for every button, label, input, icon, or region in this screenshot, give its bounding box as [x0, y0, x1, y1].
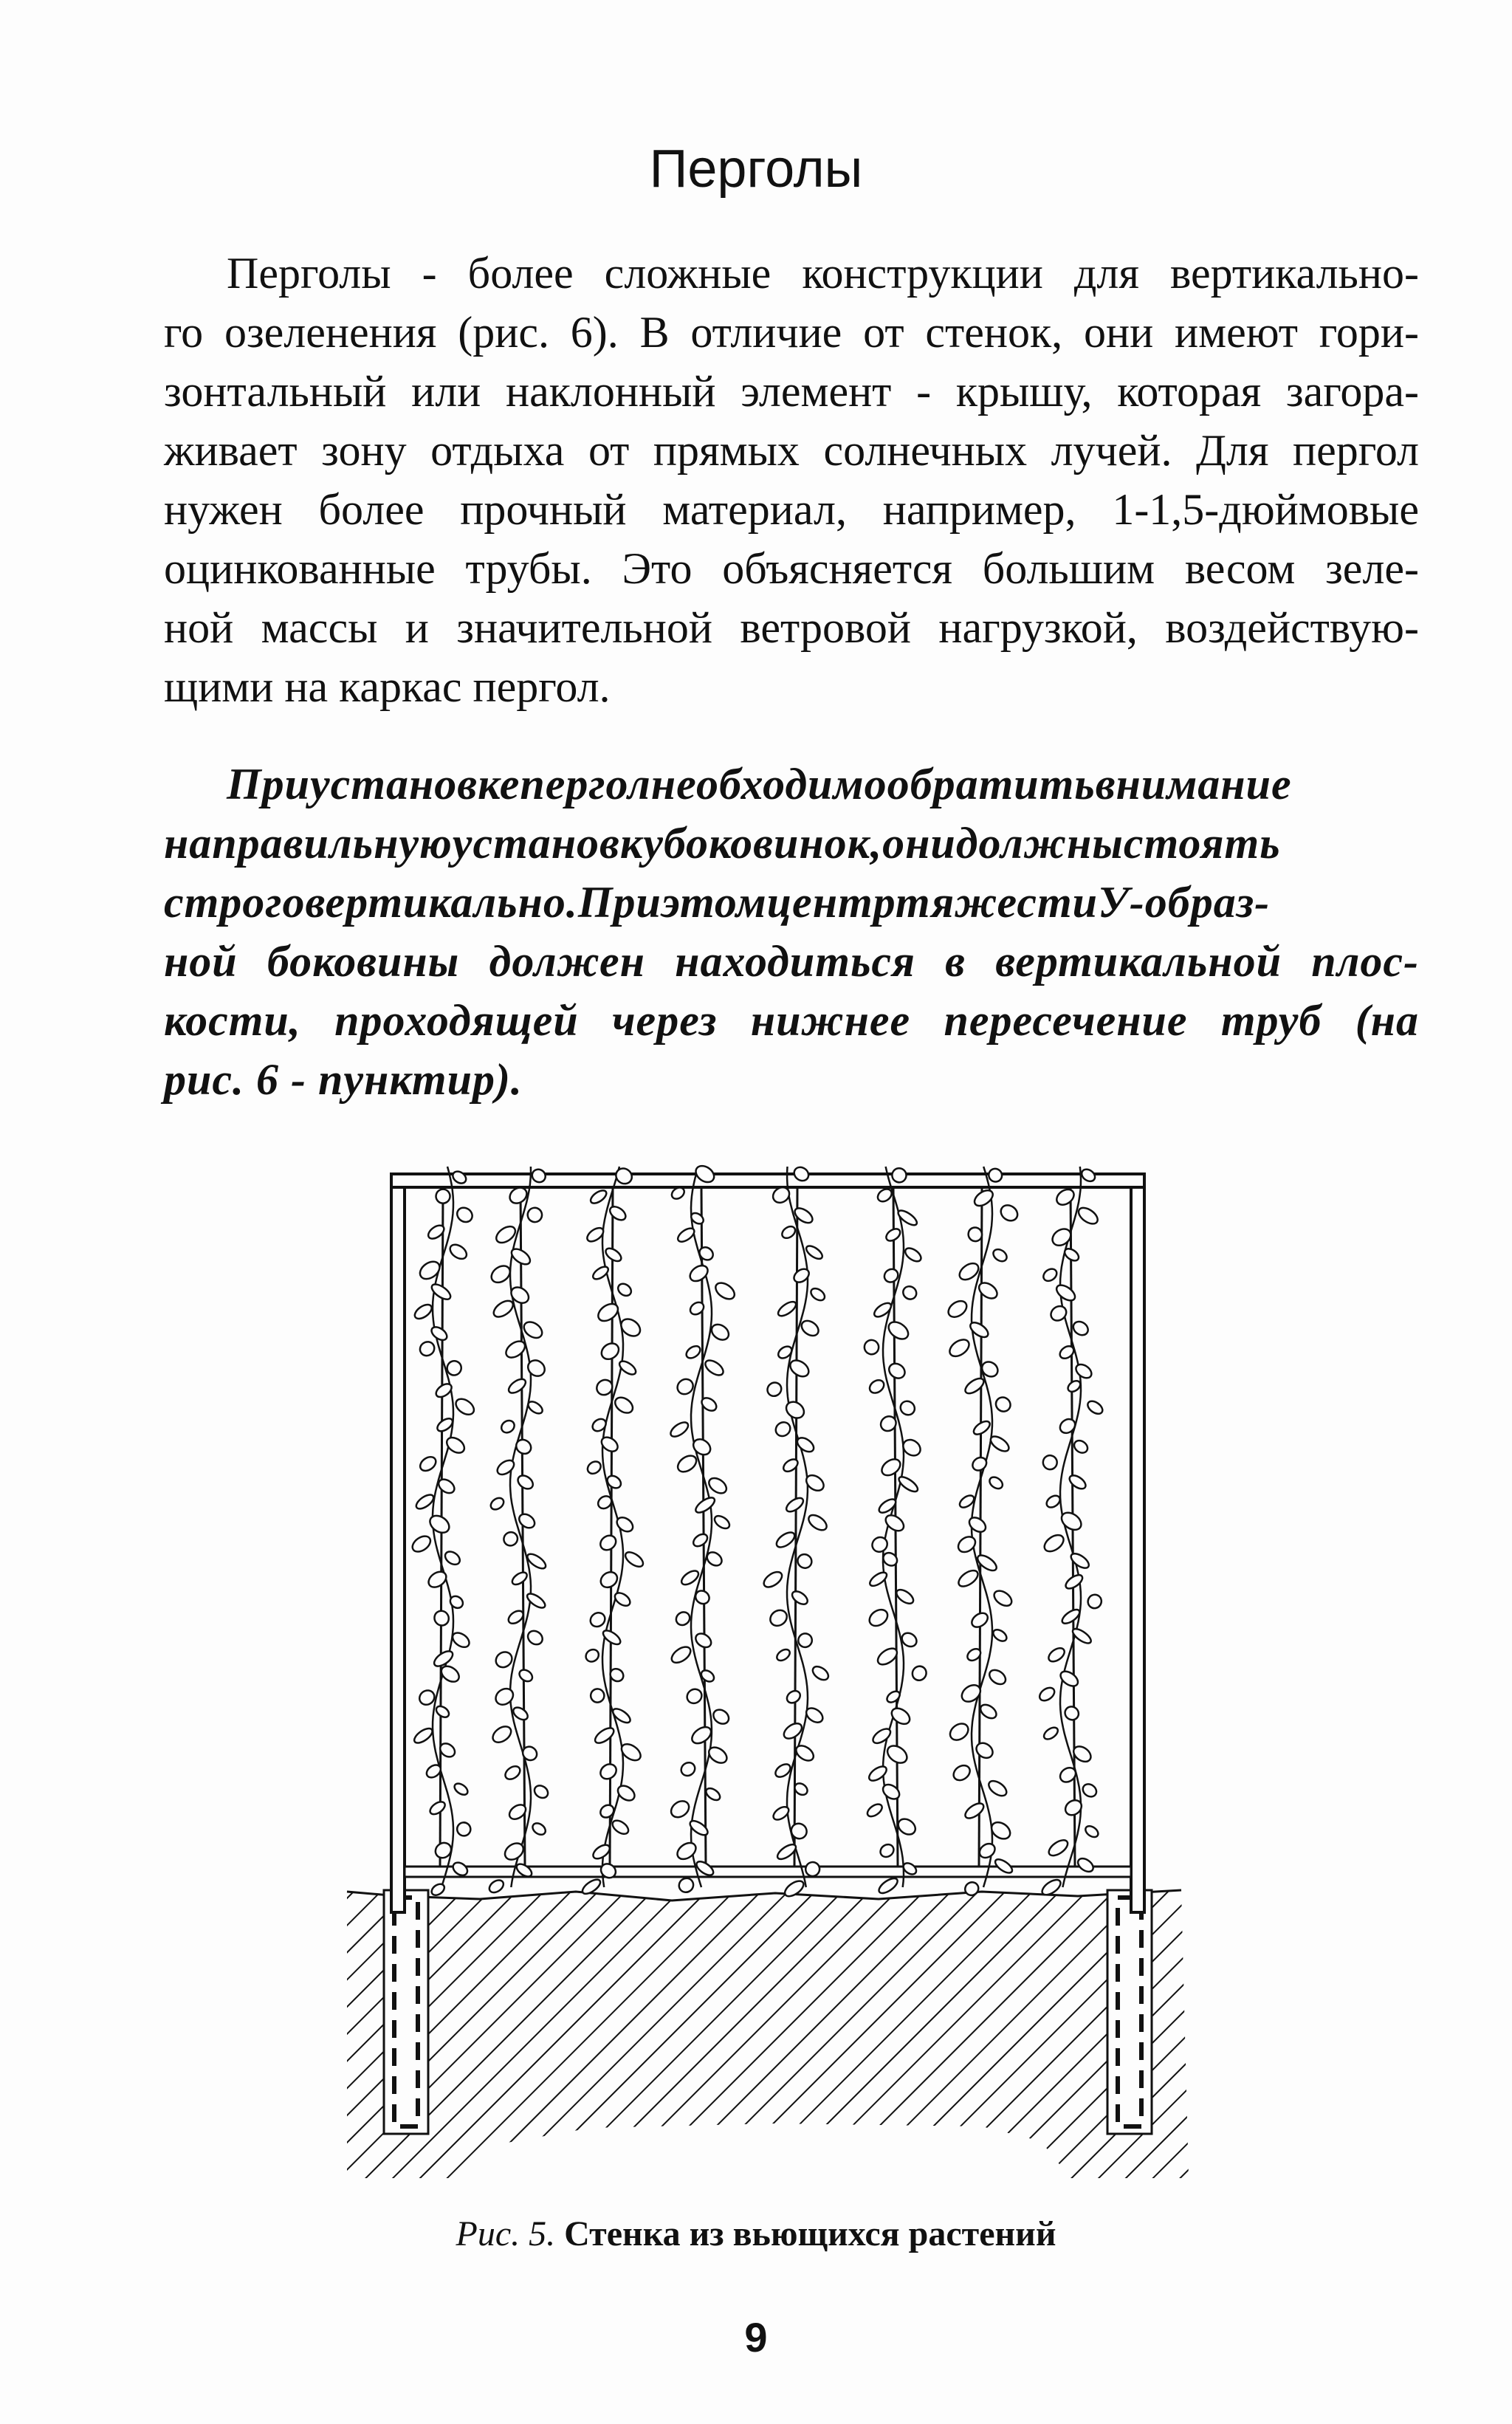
- plant-leaf: [885, 1689, 902, 1705]
- plant-leaf: [987, 1667, 1008, 1687]
- plant-leaf: [488, 1263, 513, 1286]
- plant-leaf: [1037, 1685, 1056, 1703]
- plant-leaf: [613, 1590, 633, 1608]
- plant-leaf: [493, 1649, 515, 1670]
- plant-leaf: [711, 1707, 732, 1727]
- plant-leaf: [986, 1778, 1009, 1799]
- climbing-plants: [410, 1163, 1105, 1900]
- plant-leaf: [453, 1395, 477, 1418]
- plant-leaf: [598, 1569, 620, 1590]
- figure-climbing-plant-wall: [332, 1152, 1203, 2178]
- plant-leaf: [787, 1357, 811, 1380]
- plant-leaf: [616, 1281, 633, 1298]
- plant-leaf: [595, 1300, 621, 1325]
- plant-leaf: [598, 1802, 616, 1820]
- plant-leaf: [963, 1376, 986, 1396]
- plant-leaf: [599, 1340, 622, 1362]
- plant-leaf: [1062, 1246, 1081, 1263]
- paragraph-pergolas: [164, 244, 1419, 716]
- plant-leaf: [885, 1319, 911, 1342]
- plant-leaf: [811, 1664, 831, 1682]
- plant-leaf: [963, 1801, 986, 1822]
- plant-leaf: [429, 1325, 449, 1343]
- text-line: ной массы и значительной ветровой нагрузкой, воздействую-: [164, 603, 1419, 652]
- plant-leaf: [870, 1534, 890, 1555]
- plant-leaf: [989, 1434, 1011, 1455]
- plant-leaf: [673, 1610, 692, 1628]
- plant-leaf: [418, 1454, 439, 1473]
- text-line: живает зону отдыха от прямых солнечных лучей. Для пергол: [164, 426, 1419, 475]
- plant-leaf: [434, 1381, 454, 1400]
- plant-leaf: [898, 1398, 917, 1418]
- plant-leaf: [992, 1587, 1014, 1609]
- plant-leaf: [514, 1437, 534, 1457]
- plant-leaf: [676, 1875, 696, 1895]
- plant-leaf: [1080, 1782, 1099, 1799]
- plant-leaf: [761, 1569, 785, 1590]
- text-line: зонтальный или наклонный элемент - крышу, которая загора-: [164, 367, 1419, 416]
- text-line: строговертикально.ПриэтомцентртяжестиУ-образ-: [164, 878, 1271, 927]
- plant-leaf: [1054, 1187, 1076, 1208]
- figure-caption: [0, 2214, 1512, 2254]
- plant-leaf: [788, 1821, 810, 1842]
- plant-leaf: [697, 1245, 715, 1263]
- plant-leaf: [993, 1395, 1013, 1415]
- plant-leaf: [526, 1399, 545, 1415]
- plant-leaf: [492, 1686, 516, 1709]
- caption-ref: Рис. 5.: [456, 2214, 565, 2253]
- plant-leaf: [510, 1570, 529, 1587]
- paragraph-installation-note: [164, 755, 1419, 1109]
- plant-leaf: [1076, 1205, 1100, 1227]
- plant-leaf: [693, 1495, 717, 1516]
- plant-leaf: [588, 1610, 608, 1630]
- plant-leaf: [884, 1226, 902, 1243]
- plant-leaf: [611, 1706, 633, 1726]
- plant-leaf: [593, 1726, 616, 1746]
- plant-leaf: [903, 1246, 924, 1264]
- plant-leaf: [583, 1647, 601, 1664]
- plant-leaf: [693, 1631, 714, 1650]
- plant-leaf: [998, 1202, 1021, 1223]
- plant-leaf: [588, 1188, 608, 1206]
- plant-leaf: [598, 1761, 619, 1782]
- plant-leaf: [1041, 1266, 1059, 1283]
- plant-leaf: [434, 1704, 451, 1720]
- plant-string: [794, 1187, 797, 1867]
- plant-leaf: [712, 1280, 737, 1302]
- text-line: кости, проходящей через нижнее пересечение труб (на: [164, 996, 1419, 1045]
- plant-leaf: [884, 1743, 910, 1767]
- plant-leaf: [976, 1280, 1000, 1302]
- ground-hatch: [347, 1890, 1189, 2178]
- plant-leaf: [776, 1344, 794, 1360]
- plant-leaf: [1040, 1452, 1059, 1472]
- plant-leaf: [427, 1512, 453, 1537]
- plant-leaf: [987, 1474, 1004, 1491]
- plant-leaf: [623, 1549, 645, 1569]
- plant-leaf: [865, 1802, 884, 1819]
- plant-leaf: [886, 1361, 907, 1381]
- plant-leaf: [785, 1689, 803, 1706]
- plant-leaf: [910, 1664, 929, 1683]
- plant-leaf: [506, 1376, 528, 1395]
- plant-leaf: [765, 1380, 784, 1399]
- plant-leaf: [867, 1764, 889, 1784]
- plant-leaf: [968, 1319, 991, 1339]
- plant-string: [701, 1187, 706, 1867]
- plant-leaf: [491, 1297, 516, 1319]
- plant-leaf: [808, 1286, 826, 1303]
- plant-leaf: [1084, 1824, 1101, 1839]
- plant-leaf: [432, 1648, 456, 1669]
- plant-leaf: [972, 1418, 992, 1437]
- plant-leaf: [588, 1686, 607, 1705]
- plant-leaf: [1085, 1592, 1104, 1611]
- plant-leaf: [794, 1743, 817, 1763]
- plant-leaf: [978, 1702, 999, 1721]
- plant-leaf: [674, 1840, 698, 1863]
- plant-leaf: [991, 1247, 1008, 1264]
- plant-leaf: [518, 1667, 535, 1683]
- text-line: оцинкованные трубы. Это объясняется большим весом зеле-: [164, 544, 1419, 593]
- text-line: Приустановкеперголнеобходимообратитьвнимание: [227, 760, 1292, 808]
- plant-leaf: [795, 1551, 814, 1570]
- plant-leaf: [1046, 1646, 1067, 1664]
- plant-leaf: [707, 1475, 729, 1497]
- text-line: рис. 6 - пунктир).: [164, 1055, 523, 1104]
- plant-leaf: [433, 1187, 453, 1206]
- plant-leaf: [947, 1720, 972, 1743]
- text-line: го озеленения (рис. 6). В отличие от стенок, они имеют гори-: [164, 308, 1419, 357]
- plant-leaf: [608, 1204, 628, 1223]
- plant-leaf: [790, 1589, 810, 1607]
- plant-leaf: [1042, 1532, 1067, 1555]
- plant-leaf: [1062, 1704, 1081, 1723]
- plant-leaf: [776, 1299, 798, 1318]
- plant-leaf: [896, 1816, 918, 1838]
- plant-leaf: [455, 1820, 473, 1838]
- plant-leaf: [668, 1420, 690, 1440]
- plant-leaf: [1046, 1837, 1071, 1858]
- plant-leaf: [503, 1764, 522, 1782]
- plant-leaf: [585, 1459, 603, 1476]
- plant-leaf: [806, 1512, 829, 1533]
- plant-leaf: [610, 1818, 630, 1836]
- plant-leaf: [867, 1607, 891, 1630]
- plant-leaf: [676, 1226, 696, 1244]
- plant-leaf: [509, 1246, 532, 1267]
- plant-leaf: [487, 1878, 506, 1895]
- plant-leaf: [878, 1842, 896, 1860]
- plant-leaf: [867, 1378, 887, 1396]
- plant-leaf: [774, 1530, 797, 1551]
- plant-leaf: [966, 1514, 988, 1534]
- plant-leaf: [704, 1786, 722, 1802]
- plant-leaf: [412, 1726, 435, 1745]
- plant-leaf: [531, 1821, 548, 1837]
- plant-leaf: [591, 1417, 608, 1434]
- plant-leaf: [432, 1608, 452, 1628]
- plant-leaf: [603, 1246, 623, 1263]
- plant-leaf: [799, 1318, 821, 1339]
- plant-leaf: [872, 1300, 893, 1319]
- plant-leaf: [517, 1511, 537, 1531]
- plant-leaf: [712, 1514, 732, 1531]
- plant-leaf: [1071, 1319, 1090, 1338]
- plant-leaf: [515, 1473, 535, 1491]
- plant-leaf: [490, 1723, 515, 1745]
- page-number: 9: [744, 2314, 768, 2361]
- frame-top-bar: [391, 1174, 1144, 1187]
- caption-title: Стенка из вьющихся растений: [564, 2214, 1056, 2253]
- plant-leaf: [889, 1705, 913, 1727]
- plant-leaf: [1073, 1362, 1094, 1381]
- plant-leaf: [612, 1394, 636, 1415]
- frame-right-post: [1131, 1174, 1144, 1912]
- plant-leaf: [447, 1242, 469, 1262]
- plant-leaf: [956, 1568, 980, 1590]
- plant-leaf: [417, 1339, 437, 1359]
- plant-leaf: [951, 1762, 973, 1783]
- plant-leaf: [453, 1781, 470, 1796]
- plant-leaf: [1054, 1283, 1078, 1304]
- plant-leaf: [870, 1726, 893, 1746]
- plant-leaf: [879, 1456, 903, 1479]
- plant-leaf: [804, 1243, 824, 1261]
- plant-leaf: [684, 1686, 704, 1706]
- plant-leaf: [979, 1359, 1000, 1379]
- plant-leaf: [876, 1875, 899, 1896]
- section-heading: Перголы: [649, 140, 863, 199]
- plant-leaf: [691, 1532, 709, 1549]
- plant-leaf: [946, 1298, 970, 1321]
- plant-leaf: [669, 1644, 693, 1666]
- plant-leaf: [1085, 1398, 1104, 1416]
- plant-leaf: [668, 1798, 692, 1821]
- plant-leaf: [901, 1284, 919, 1302]
- plant-leaf: [525, 1628, 545, 1647]
- plant-leaf: [780, 1224, 797, 1240]
- plant-leaf: [784, 1495, 805, 1514]
- plant-leaf: [499, 1418, 517, 1435]
- plant-leaf: [525, 1205, 545, 1225]
- plant-leaf: [894, 1587, 915, 1606]
- plant-leaf: [1057, 1416, 1078, 1435]
- plant-leaf: [597, 1533, 619, 1553]
- plant-leaf: [1068, 1473, 1088, 1491]
- plant-leaf: [783, 1398, 807, 1421]
- plant-leaf: [946, 1336, 972, 1360]
- text-line: Перголы - более сложные конструкции для вертикально-: [227, 249, 1419, 298]
- plant-leaf: [426, 1568, 450, 1590]
- plant-leaf: [413, 1302, 434, 1322]
- plant-leaf: [430, 1882, 447, 1898]
- plant-leaf: [443, 1549, 462, 1568]
- plant-leaf: [969, 1610, 991, 1630]
- plant-leaf: [501, 1529, 520, 1548]
- plant-leaf: [615, 1783, 637, 1804]
- text-line: щими на каркас пергол.: [164, 662, 611, 711]
- plant-leaf: [489, 1496, 506, 1512]
- plant-leaf: [532, 1783, 551, 1801]
- plant-leaf: [428, 1799, 447, 1817]
- plant-leaf: [1042, 1726, 1059, 1742]
- plant-leaf: [454, 1205, 475, 1225]
- plant-leaf: [410, 1533, 433, 1555]
- plant-leaf: [767, 1607, 790, 1630]
- plant-leaf: [974, 1740, 996, 1761]
- plant-leaf: [992, 1627, 1009, 1644]
- plant-leaf: [684, 1344, 703, 1361]
- plant-leaf: [1072, 1438, 1090, 1455]
- plant-leaf: [862, 1337, 882, 1357]
- plant-leaf: [775, 1647, 792, 1663]
- plant-leaf: [709, 1322, 732, 1343]
- plant-leaf: [773, 1419, 793, 1438]
- plant-leaf: [703, 1357, 726, 1378]
- plant-leaf: [675, 1452, 699, 1475]
- frame-left-post: [391, 1174, 405, 1912]
- text-line: нужен более прочный материал, например, 1-1,5-дюймовые: [164, 485, 1419, 534]
- plant-leaf: [417, 1258, 443, 1283]
- text-line: ной боковины должен находиться в вертикальной плос-: [164, 937, 1419, 986]
- plant-leaf: [678, 1760, 697, 1779]
- text-line: направильнуюустановкубоковинок,онидолжныстоять: [164, 819, 1281, 868]
